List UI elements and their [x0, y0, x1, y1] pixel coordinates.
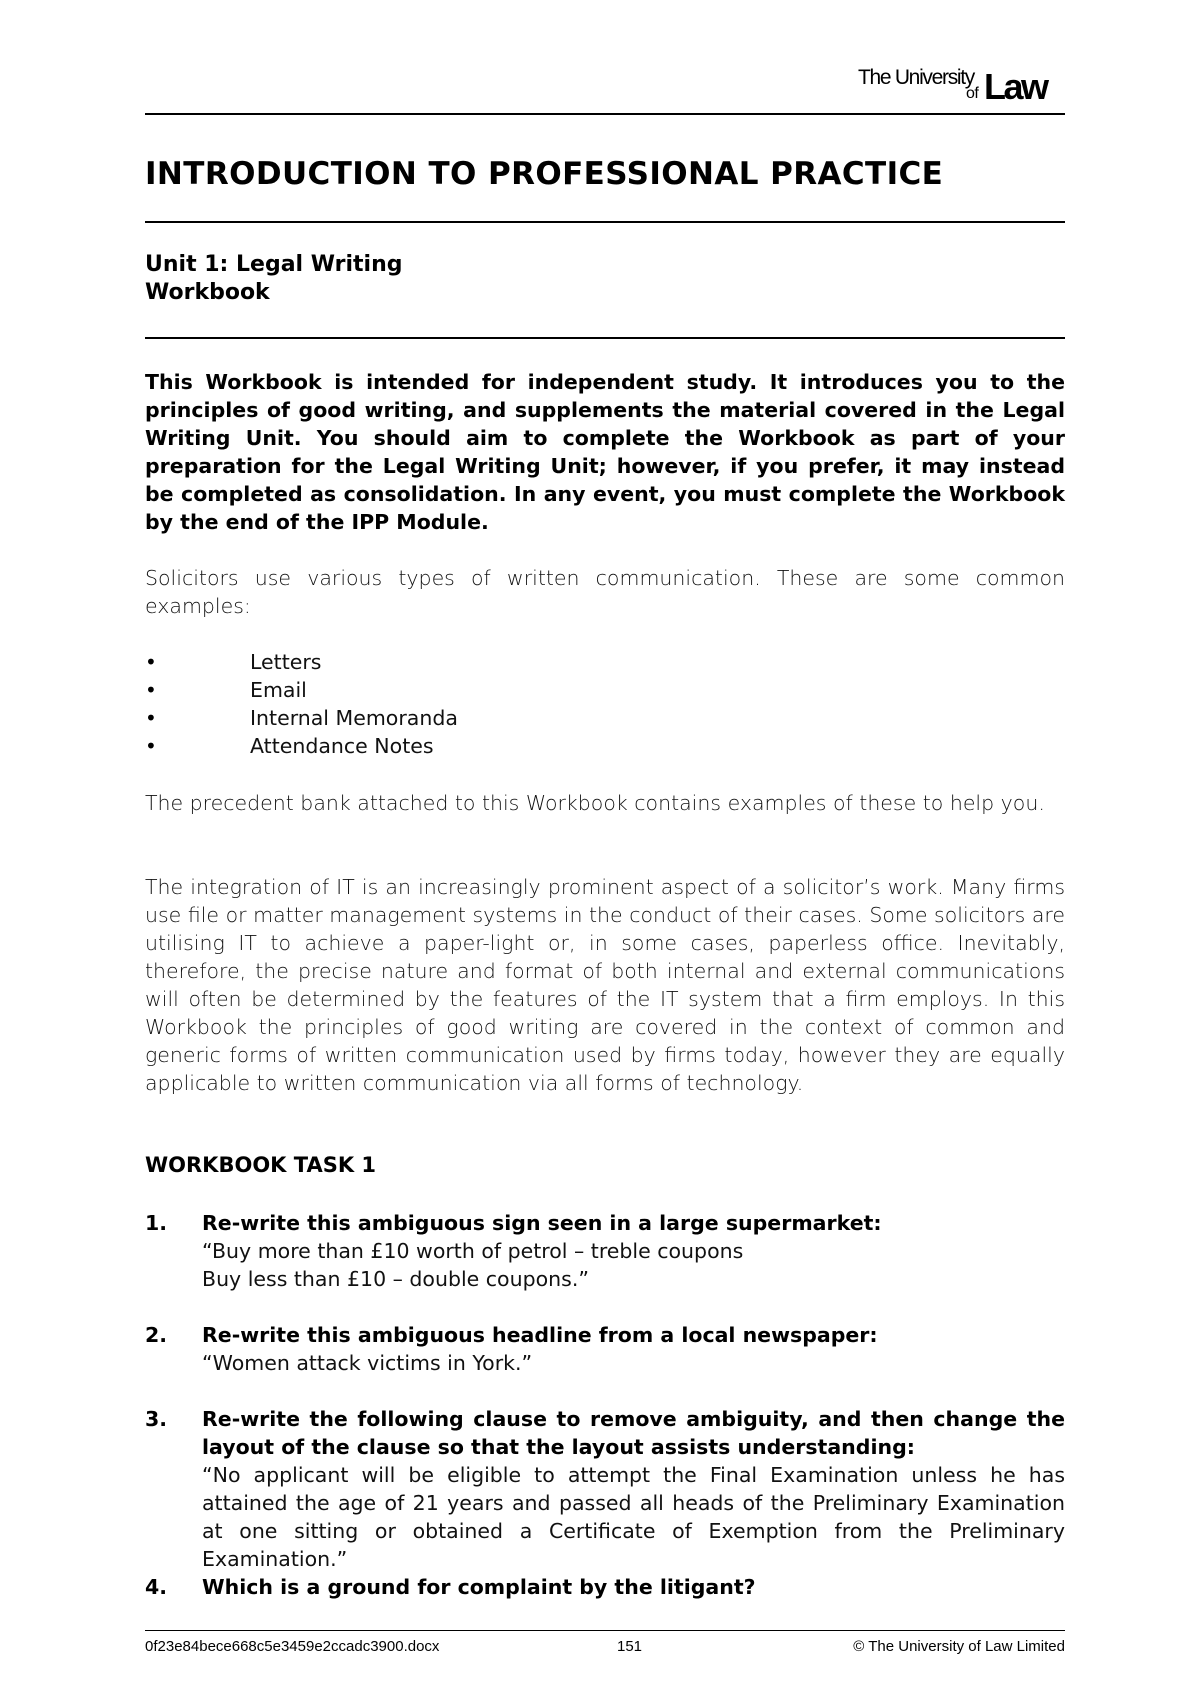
- logo-text-of: of: [966, 85, 979, 102]
- question-text: “Women attack victims in York.”: [202, 1351, 533, 1375]
- logo-text-the-university: The University: [858, 66, 975, 89]
- bullet-icon: •: [145, 650, 157, 674]
- list-item: [145, 704, 1065, 732]
- question-heading: Re-write the following clause to remove ambiguity, and then change the layout of the clause so that the layout assists understanding:: [202, 1407, 1065, 1459]
- header-rule: [145, 113, 1065, 115]
- it-integration-paragraph: The integration of IT is an increasingly prominent aspect of a solicitor’s work. Many firms use file or matter management systems in the conduct of their cases. Some solicitors are utilising IT to achieve a paper-light or, in some cases, paperless office. Inevitably, therefore, the precise nature and format of both internal and external communications will often be determined by the features of the IT system that a firm employs. In this Workbook the principles of good writing are covered in the context of common and generic forms of written communication used by firms today, however they are equally applicable to written communication via all forms of technology.: [145, 875, 1065, 1095]
- question-number: 2.: [145, 1323, 168, 1347]
- question-text: “Buy more than £10 worth of petrol – treble coupons: [202, 1239, 744, 1263]
- question-text: Buy less than £10 – double coupons.”: [202, 1267, 589, 1291]
- question-number: 3.: [145, 1407, 168, 1431]
- question-body: [202, 1405, 1065, 1573]
- list-item: [145, 648, 1065, 676]
- list-item-text: Email: [250, 678, 307, 702]
- question-text: “No applicant will be eligible to attempt the Final Examination unless he has attained the age of 21 years and passed all heads of the Preliminary Examination at one sitting or obtained a Certificate of Exemption from the Preliminary Examination.”: [202, 1463, 1065, 1571]
- page-footer: [145, 1638, 1065, 1660]
- university-of-law-logo: [858, 66, 1068, 108]
- title-rule: [145, 221, 1065, 223]
- unit-heading: [145, 251, 402, 307]
- question-heading: Re-write this ambiguous headline from a local newspaper:: [202, 1323, 878, 1347]
- question-heading: Which is a ground for complaint by the litigant?: [202, 1575, 756, 1599]
- bullet-icon: •: [145, 678, 157, 702]
- question-body: [202, 1573, 1065, 1601]
- question-body: [202, 1321, 1065, 1377]
- workbook-task-heading: WORKBOOK TASK 1: [145, 1153, 377, 1177]
- communication-types-paragraph: Solicitors use various types of written communication. These are some common examples:: [145, 566, 1065, 618]
- list-item: [145, 732, 1065, 760]
- list-item: [145, 676, 1065, 704]
- question-heading: Re-write this ambiguous sign seen in a large supermarket:: [202, 1211, 882, 1235]
- footer-filename: 0f23e84bece668c5e3459e2ccadc3900.docx: [145, 1638, 440, 1655]
- list-item-text: Attendance Notes: [250, 734, 434, 758]
- list-item-text: Internal Memoranda: [250, 706, 458, 730]
- unit-subtitle: Workbook: [145, 280, 270, 305]
- question-number: 1.: [145, 1211, 168, 1235]
- page-title: INTRODUCTION TO PROFESSIONAL PRACTICE: [145, 156, 944, 192]
- unit-title: Unit 1: Legal Writing: [145, 252, 403, 277]
- footer-copyright: © The University of Law Limited: [853, 1638, 1065, 1655]
- precedent-bank-paragraph: The precedent bank attached to this Workbook contains examples of these to help you.: [145, 791, 1045, 815]
- footer-page-number: 151: [617, 1638, 643, 1655]
- intro-paragraph: This Workbook is intended for independent study. It introduces you to the principles of good writing, and supplements the material covered in the Legal Writing Unit. You should aim to complete the Workbook as part of your preparation for the Legal Writing Unit; however, if you prefer, it may instead be completed as consolidation. In any event, you must complete the Workbook by the end of the IPP Module.: [145, 370, 1065, 534]
- bullet-icon: •: [145, 734, 157, 758]
- question-number: 4.: [145, 1575, 168, 1599]
- unit-rule: [145, 337, 1065, 339]
- question-body: [202, 1209, 1065, 1293]
- list-item-text: Letters: [250, 650, 322, 674]
- footer-rule: [145, 1630, 1065, 1631]
- bullet-icon: •: [145, 706, 157, 730]
- logo-text-law: Law: [984, 66, 1047, 107]
- communication-types-list: [145, 648, 1065, 760]
